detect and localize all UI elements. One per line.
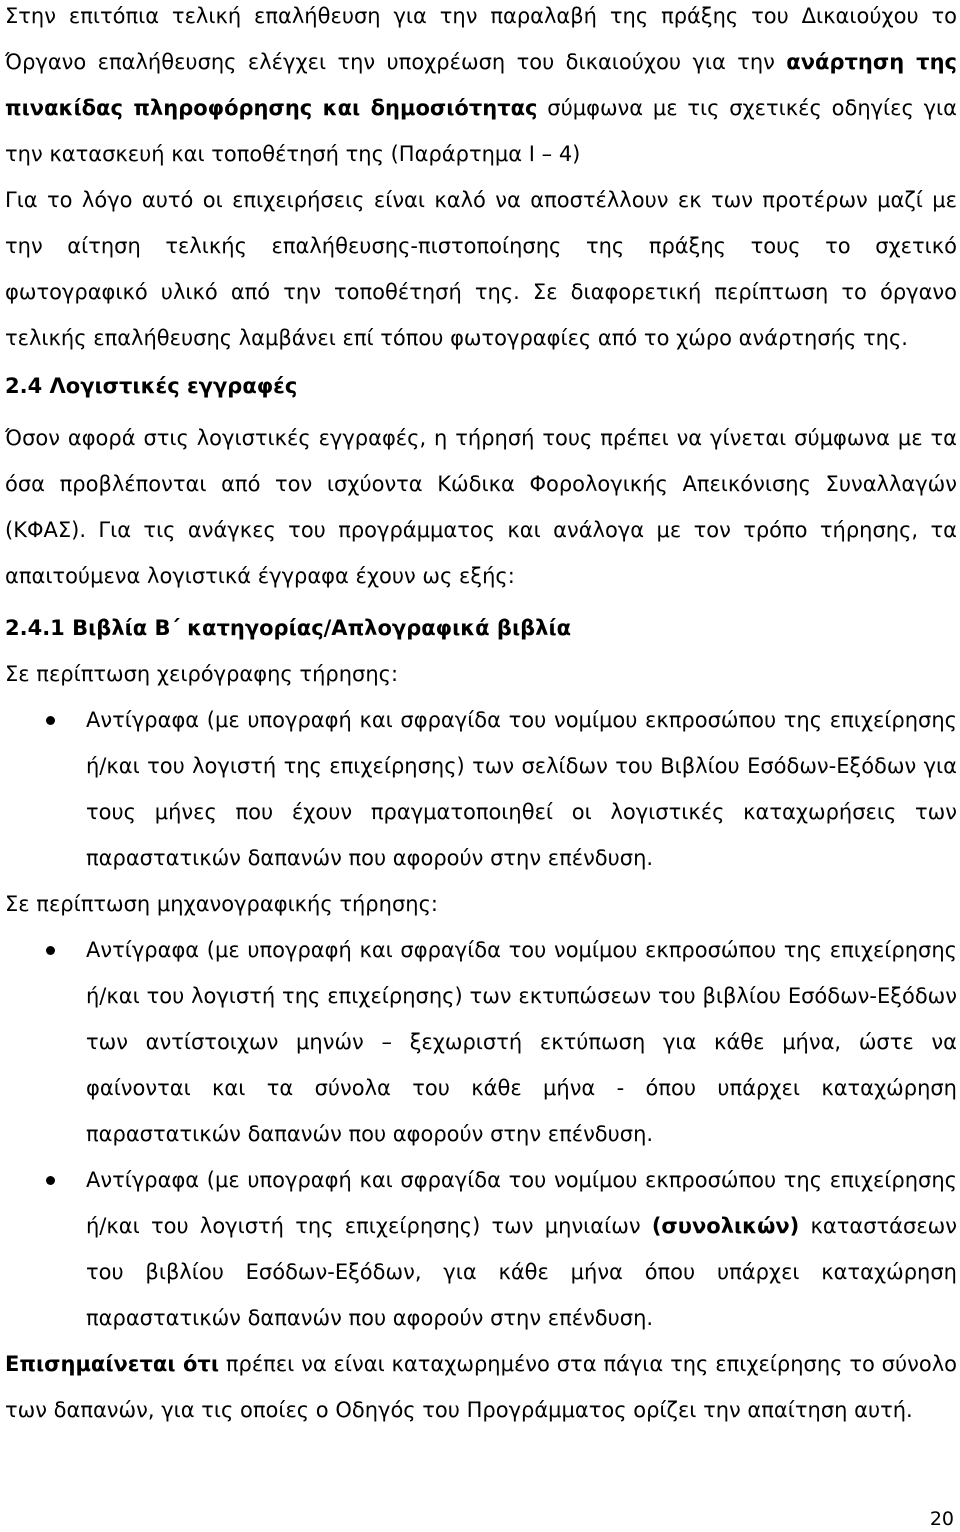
paragraph-text: πρέπει να είναι καταχωρημένο στα πάγια της επιχείρησης το σύνολο των δαπανών, για τις οποίες ο Οδηγός του Προγράμματος ορίζει την απαίτηση αυτή. [5, 1352, 957, 1422]
section-heading-2-4-1: 2.4.1 Βιβλία Β΄ κατηγορίας/Απλογραφικά βιβλία [5, 616, 572, 640]
section-heading-2-4: 2.4 Λογιστικές εγγραφές [5, 374, 298, 398]
manual-keeping-list [5, 697, 957, 881]
paragraph-publicity-check [5, 0, 957, 177]
paragraph-text: σύμφωνα με τις σχετικές οδηγίες για την κατασκευή και τοποθέτησή της (Παράρτημα Ι – 4) [5, 96, 957, 166]
manual-keeping-intro: Σε περίπτωση χειρόγραφης τήρησης: [5, 662, 399, 686]
bold-phrase-note: Επισημαίνεται ότι [5, 1352, 220, 1376]
paragraph-photos: Για το λόγο αυτό οι επιχειρήσεις είναι καλό να αποστέλλουν εκ των προτέρων μαζί με την αίτηση τελικής επαλήθευσης-πιστοποίησης της πράξης τους το σχετικό φωτογραφικό υλικό από την τοποθέτησή της. Σε διαφορετική περίπτωση το όργανο τελικής επαλήθευσης λαμβάνει επί τόπου φωτογραφίες από το χώρο ανάρτησής της. [5, 188, 957, 350]
list-item [5, 1157, 957, 1341]
paragraph-text: Στην επιτόπια τελική επαλήθευση για την παραλαβή της πράξης του Δικαιούχου το Όργανο επαλήθευσης ελέγχει την υποχρέωση του δικαιούχου για την [5, 4, 957, 74]
list-item [5, 927, 957, 1157]
bold-phrase-sign-display: ανάρτηση της πινακίδας πληροφόρησης και δημοσιότητας [5, 50, 957, 120]
document-page [5, 0, 957, 1433]
list-item-text: καταστάσεων του βιβλίου Εσόδων-Εξόδων, για κάθε μήνα όπου υπάρχει καταχώρηση παραστατικών δαπανών που αφορούν στην επένδυση. [86, 1214, 958, 1330]
page-number: 20 [929, 1508, 954, 1530]
list-item [5, 697, 957, 881]
bullet-icon [46, 1176, 55, 1185]
computer-keeping-intro: Σε περίπτωση μηχανογραφικής τήρησης: [5, 892, 438, 916]
bullet-icon [46, 946, 55, 955]
list-item-text: Αντίγραφα (με υπογραφή και σφραγίδα του νομίμου εκπροσώπου της επιχείρησης ή/και του λογιστή της επιχείρησης) των σελίδων του Βιβλίου Εσόδων-Εξόδων για τους μήνες που έχουν πραγματοποιηθεί οι λογιστικές καταχωρήσεις των παραστατικών δαπανών που αφορούν στην επένδυση. [86, 708, 957, 870]
bold-word-totals: (συνολικών) [651, 1214, 800, 1238]
bullet-icon [46, 716, 55, 725]
list-item-text: Αντίγραφα (με υπογραφή και σφραγίδα του νομίμου εκπροσώπου της επιχείρησης ή/και του λογιστή της επιχείρησης) των μηνιαίων [86, 1168, 957, 1238]
list-item-text: Αντίγραφα (με υπογραφή και σφραγίδα του νομίμου εκπροσώπου της επιχείρησης ή/και του λογιστή της επιχείρησης) των εκτυπώσεων του βιβλίου Εσόδων-Εξόδων των αντίστοιχων μηνών – ξεχωριστή εκτύπωση για κάθε μήνα, ώστε να φαίνονται και τα σύνολα του κάθε μήνα - όπου υπάρχει καταχώρηση παραστατικών δαπανών που αφορούν στην επένδυση. [86, 938, 957, 1146]
paragraph-note [5, 1341, 957, 1433]
paragraph-accounting-records: Όσον αφορά στις λογιστικές εγγραφές, η τήρησή τους πρέπει να γίνεται σύμφωνα με τα όσα προβλέπονται από τον ισχύοντα Κώδικα Φορολογικής Απεικόνισης Συναλλαγών (ΚΦΑΣ). Για τις ανάγκες του προγράμματος και ανάλογα με τον τρόπο τήρησης, τα απαιτούμενα λογιστικά έγγραφα έχουν ως εξής: [5, 426, 957, 588]
computer-keeping-list [5, 927, 957, 1341]
